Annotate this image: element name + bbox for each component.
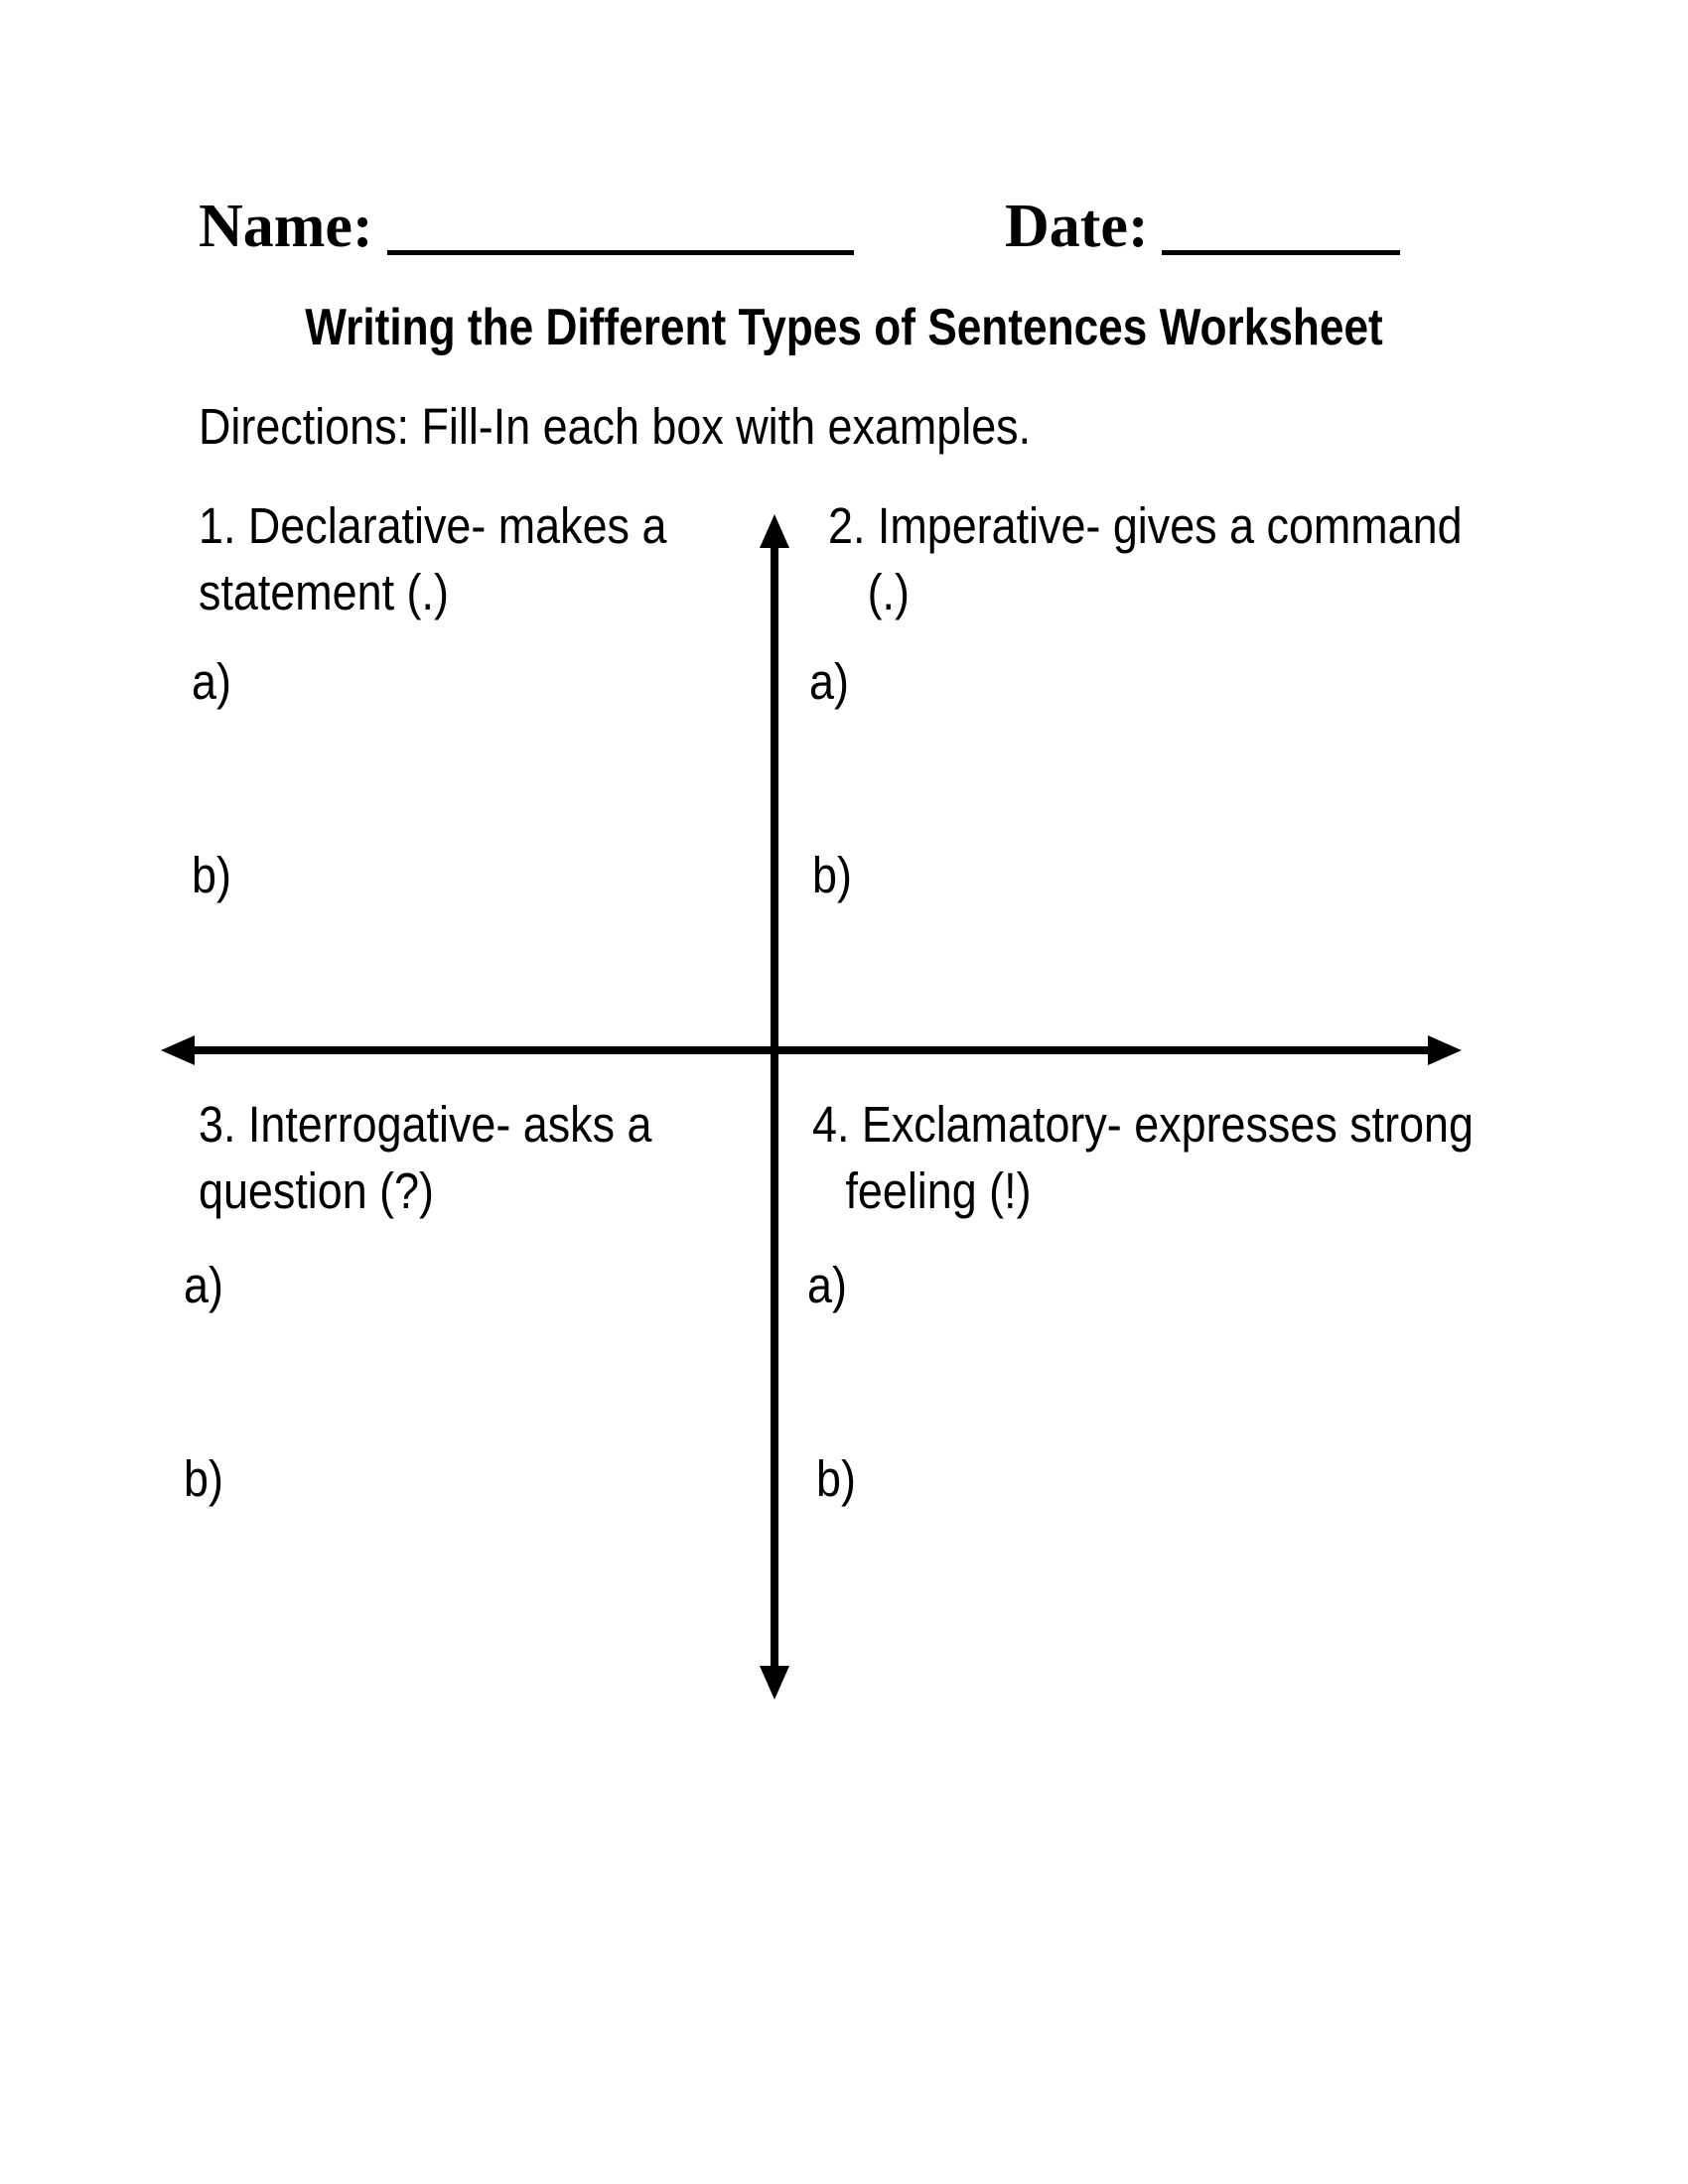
date-blank-line <box>1162 250 1400 255</box>
directions-text: Directions: Fill-In each box with examples. <box>199 398 1032 455</box>
name-blank-line <box>387 250 854 255</box>
name-label: Name: <box>199 193 373 260</box>
quadrant-1-heading-line1: 1. Declarative- makes a <box>199 497 667 554</box>
quadrant-2-item-a: a) <box>809 653 849 710</box>
up-arrowhead-icon <box>760 514 789 548</box>
date-label: Date: <box>1005 193 1149 260</box>
quadrant-2-heading-line1: 2. Imperative- gives a command <box>828 497 1463 554</box>
quadrant-1-item-a: a) <box>192 653 231 710</box>
page-title: Writing the Different Types of Sentences Worksheet <box>305 299 1383 356</box>
quadrant-2-heading <box>828 492 1463 625</box>
quadrant-4-heading-line1: 4. Exclamatory- expresses strong <box>812 1096 1474 1153</box>
quadrant-4-heading-line2: feeling (!) <box>845 1162 1032 1219</box>
vertical-axis-line <box>771 544 778 1668</box>
quadrant-2-heading-line2: (.) <box>867 564 910 620</box>
quadrant-2-item-b: b) <box>812 847 852 903</box>
horizontal-axis-line <box>191 1046 1428 1054</box>
quadrant-1-heading <box>199 492 666 625</box>
quadrant-1-heading-line2: statement (.) <box>199 564 449 620</box>
quadrant-4-item-b: b) <box>816 1450 856 1507</box>
quadrant-3-heading <box>199 1091 652 1224</box>
quadrant-3-heading-line2: question (?) <box>199 1162 435 1219</box>
quadrant-1-item-b: b) <box>192 847 231 903</box>
quadrant-3-heading-line1: 3. Interrogative- asks a <box>199 1096 652 1153</box>
quadrant-4-item-a: a) <box>807 1257 847 1313</box>
down-arrowhead-icon <box>760 1666 789 1700</box>
quadrant-4-heading <box>812 1091 1474 1224</box>
quadrant-3-item-b: b) <box>184 1450 223 1507</box>
right-arrowhead-icon <box>1428 1035 1462 1065</box>
left-arrowhead-icon <box>161 1035 195 1065</box>
quadrant-3-item-a: a) <box>184 1257 223 1313</box>
